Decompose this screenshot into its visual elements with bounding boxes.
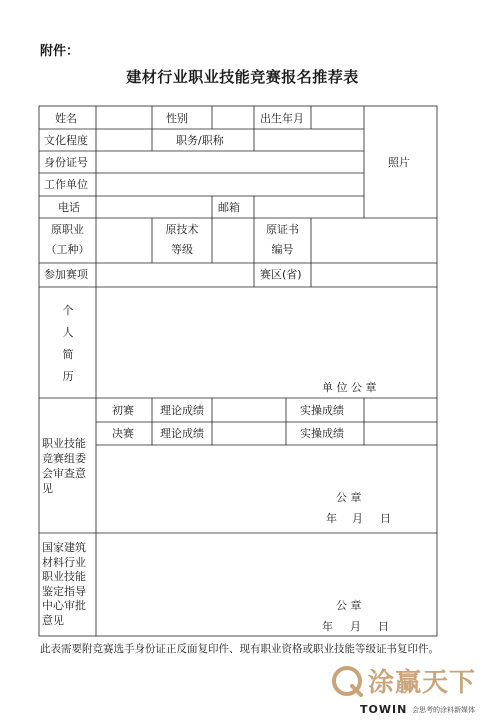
label-position: 职务/职称: [176, 134, 224, 147]
label-postcode: 邮箱: [218, 201, 240, 214]
label-orig-cert: 原证书: [266, 223, 299, 236]
label-name: 姓名: [55, 112, 77, 125]
committee-date-year: 年: [326, 512, 337, 525]
center-date-year: 年: [322, 620, 333, 633]
label-event: 参加赛项: [44, 268, 88, 281]
label-photo: 照片: [388, 156, 410, 169]
label-region: 赛区(省): [260, 268, 302, 281]
label-orig-job-sub: （工种）: [45, 243, 90, 256]
center-date-month: 月: [350, 620, 361, 633]
label-prelim-practice: 实操成绩: [300, 404, 344, 417]
unit-seal-label: 单 位 公 章: [322, 381, 377, 394]
label-employer: 工作单位: [44, 178, 88, 191]
committee-seal-label: 公 章: [336, 491, 362, 504]
attachment-label: 附件：: [40, 44, 80, 59]
watermark-logo: [330, 660, 485, 721]
label-prelim: 初赛: [112, 404, 134, 417]
label-gender: 性别: [166, 112, 188, 125]
brand-mark-icon: [330, 664, 364, 698]
watermark-tagline: 会思考的涂料新媒体: [412, 706, 475, 714]
label-id-number: 身份证号: [44, 156, 88, 169]
watermark-en: TOWIN: [360, 703, 408, 716]
label-prelim-theory: 理论成绩: [160, 404, 204, 417]
label-orig-job: 原职业: [51, 223, 84, 236]
label-orig-tech: 原技术: [165, 223, 199, 236]
center-date-day: 日: [378, 620, 389, 633]
label-phone: 电话: [58, 201, 80, 214]
label-birth: 出生年月: [260, 112, 304, 125]
center-seal-label: 公 章: [336, 599, 362, 612]
label-final-theory: 理论成绩: [160, 427, 204, 440]
label-final: 决赛: [112, 427, 134, 440]
watermark-cn: 涂赢天下: [368, 668, 477, 698]
footer-note: 此表需要附竞赛选手身份证正反面复印件、现有职业资格或职业技能等级证书复印件。: [40, 643, 439, 655]
form-title: 建材行业职业技能竞赛报名推荐表: [126, 68, 359, 86]
label-center-approval: 国家建筑 材料行业 职业技能 鉴定指导 中心审批 意见: [42, 541, 86, 627]
label-review-committee: 职业技能 竞赛组委 会审查意 见: [42, 437, 86, 495]
committee-date-day: 日: [380, 512, 391, 525]
label-final-practice: 实操成绩: [300, 427, 344, 440]
committee-date-month: 月: [352, 512, 363, 525]
label-orig-tech-sub: 等级: [171, 243, 193, 256]
label-education: 文化程度: [44, 134, 88, 147]
label-resume: 个 人 简 历: [62, 304, 74, 383]
label-orig-cert-sub: 编号: [271, 243, 294, 256]
